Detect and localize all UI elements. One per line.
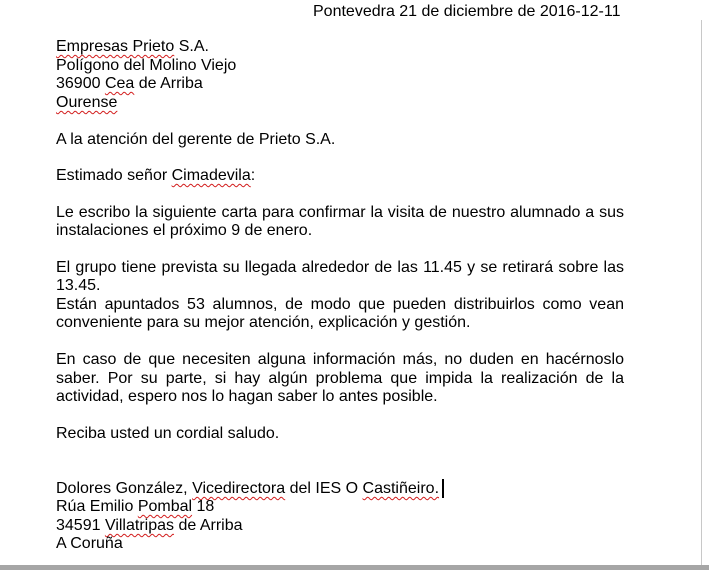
spellcheck-word[interactable]: Ourense bbox=[56, 94, 118, 111]
signature-province: A Coruña bbox=[56, 535, 123, 552]
spellcheck-word[interactable]: Castiñeiro. bbox=[362, 480, 440, 497]
text-cursor bbox=[442, 479, 444, 498]
spellcheck-word[interactable]: Cimadevila bbox=[171, 167, 251, 184]
body-paragraph-1-line-1: Le escribo la siguiente carta para confirmar la visita de nuestro alumnado a sus bbox=[56, 204, 624, 221]
body-paragraph-3-line-1: En caso de que necesiten alguna información más, no duden en hacérnoslo bbox=[56, 351, 624, 368]
spellcheck-word[interactable]: Vicedirectora bbox=[192, 480, 286, 497]
body-paragraph-2-line-4: conveniente para su mejor atención, explicación y gestión. bbox=[56, 314, 471, 331]
recipient-city: 36900 Cea de Arriba bbox=[56, 75, 203, 92]
spellcheck-word[interactable]: Pombal bbox=[137, 498, 193, 515]
closing: Reciba usted un cordial saludo. bbox=[56, 425, 280, 442]
body-paragraph-2-line-3: Están apuntados 53 alumnos, de modo que pueden distribuirlos como vean bbox=[56, 296, 624, 313]
recipient-company: Empresas Prieto S.A. bbox=[56, 38, 209, 55]
recipient-street: Polígono del Molino Viejo bbox=[56, 57, 237, 74]
bottom-scroll-area[interactable] bbox=[0, 565, 709, 570]
signature-city: 34591 Villatripas de Arriba bbox=[56, 517, 243, 534]
body-paragraph-2-line-1: El grupo tiene prevista su llegada alrededor de las 11.45 y se retirará sobre las bbox=[56, 259, 624, 276]
page-edge bbox=[701, 20, 702, 565]
date-line: Pontevedra 21 de diciembre de 2016-12-11 bbox=[313, 3, 621, 20]
spellcheck-word[interactable]: Cea bbox=[104, 75, 135, 92]
body-paragraph-1-line-2: instalaciones el próximo 9 de enero. bbox=[56, 222, 313, 239]
spellcheck-word[interactable]: Empresas Prieto bbox=[56, 38, 175, 55]
body-paragraph-3-line-3: actividad, espero nos lo hagan saber lo antes posible. bbox=[56, 388, 438, 405]
signature-street: Rúa Emilio Pombal 18 bbox=[56, 498, 215, 515]
attention-line: A la atención del gerente de Prieto S.A. bbox=[56, 131, 336, 148]
greeting: Estimado señor Cimadevila: bbox=[56, 167, 256, 184]
body-paragraph-3-line-2: saber. Por su parte, si hay algún problema que impida la realización de la bbox=[56, 370, 624, 387]
recipient-province bbox=[56, 94, 117, 112]
signature-name: Dolores González, Vicedirectora del IES O Castiñeiro. bbox=[56, 480, 440, 497]
spellcheck-word[interactable]: Villatripas bbox=[104, 517, 175, 534]
body-paragraph-2-line-2: 13.45. bbox=[56, 277, 101, 294]
